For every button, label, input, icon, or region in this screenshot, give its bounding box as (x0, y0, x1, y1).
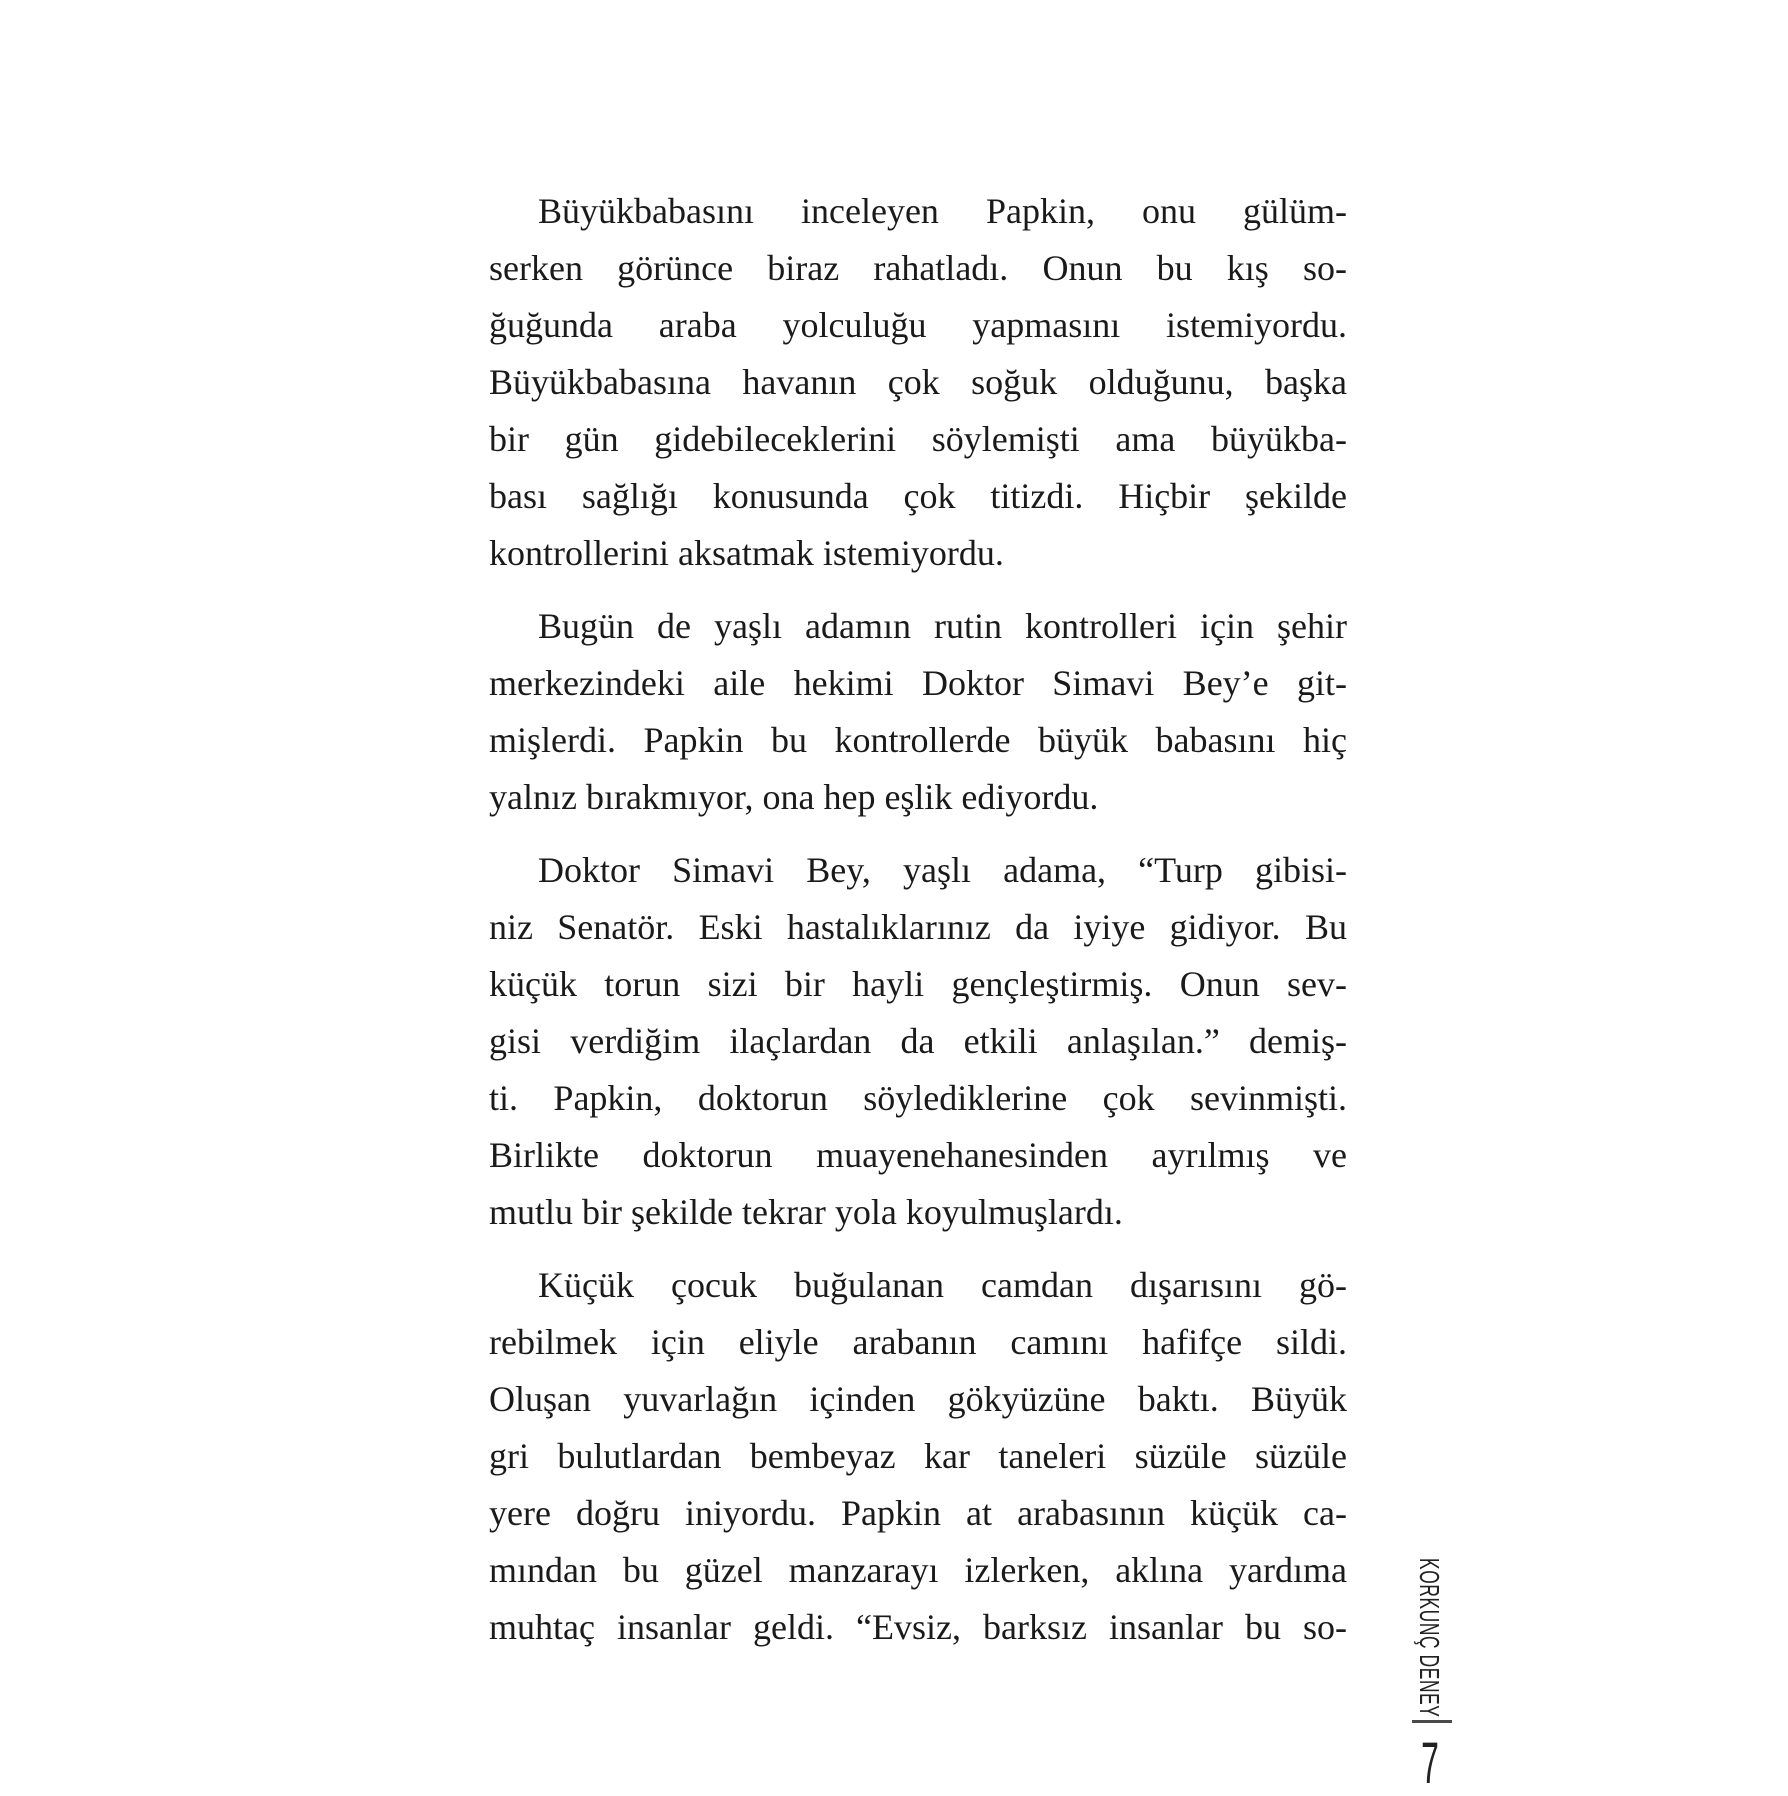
paragraph (489, 598, 1347, 826)
paragraph (489, 842, 1347, 1241)
text-line: bir gün gidebileceklerini söylemişti ama büyükba- (489, 419, 1347, 459)
text-line: mutlu bir şekilde tekrar yola koyulmuşlardı. (489, 1192, 1123, 1232)
text-line: küçük torun sizi bir hayli gençleştirmiş. Onun sev- (489, 964, 1347, 1004)
text-line: mından bu güzel manzarayı izlerken, aklına yardıma (489, 1550, 1347, 1590)
text-line: muhtaç insanlar geldi. “Evsiz, barksız insanlar bu so- (489, 1607, 1347, 1647)
text-line: Büyükbabasına havanın çok soğuk olduğunu, başka (489, 362, 1347, 402)
divider-line (1412, 1720, 1452, 1723)
text-line: kontrollerini aksatmak istemiyordu. (489, 533, 1004, 573)
text-line: Bugün de yaşlı adamın rutin kontrolleri için şehir (538, 606, 1347, 646)
text-line: ğuğunda araba yolculuğu yapmasını istemiyordu. (489, 305, 1347, 345)
text-line: niz Senatör. Eski hastalıklarınız da iyiye gidiyor. Bu (489, 907, 1347, 947)
text-line: gisi verdiğim ilaçlardan da etkili anlaşılan.” demiş- (489, 1021, 1347, 1061)
text-line: Oluşan yuvarlağın içinden gökyüzüne baktı. Büyük (489, 1379, 1347, 1419)
text-line: Doktor Simavi Bey, yaşlı adama, “Turp gibisi- (538, 850, 1347, 890)
text-line: gri bulutlardan bembeyaz kar taneleri süzüle süzüle (489, 1436, 1347, 1476)
text-line: yere doğru iniyordu. Papkin at arabasının küçük ca- (489, 1493, 1347, 1533)
text-line: mişlerdi. Papkin bu kontrollerde büyük babasını hiç (489, 720, 1347, 760)
paragraph (489, 183, 1347, 582)
text-line: Küçük çocuk buğulanan camdan dışarısını gö- (538, 1265, 1347, 1305)
text-line: Büyükbabasını inceleyen Papkin, onu gülüm- (538, 191, 1347, 231)
text-line: rebilmek için eliyle arabanın camını hafifçe sildi. (489, 1322, 1347, 1362)
book-title-vertical: KORKUNÇ DENEY (1414, 1558, 1445, 1718)
text-line: yalnız bırakmıyor, ona hep eşlik ediyordu. (489, 777, 1099, 817)
body-text (489, 183, 1347, 1656)
text-line: bası sağlığı konusunda çok titizdi. Hiçbir şekilde (489, 476, 1347, 516)
paragraph (489, 1257, 1347, 1656)
text-line: merkezindeki aile hekimi Doktor Simavi Bey’e git- (489, 663, 1347, 703)
text-line: serken görünce biraz rahatladı. Onun bu kış so- (489, 248, 1347, 288)
text-line: ti. Papkin, doktorun söylediklerine çok sevinmişti. (489, 1078, 1347, 1118)
text-line: Birlikte doktorun muayenehanesinden ayrılmış ve (489, 1135, 1347, 1175)
page-number: 7 (1421, 1731, 1439, 1796)
